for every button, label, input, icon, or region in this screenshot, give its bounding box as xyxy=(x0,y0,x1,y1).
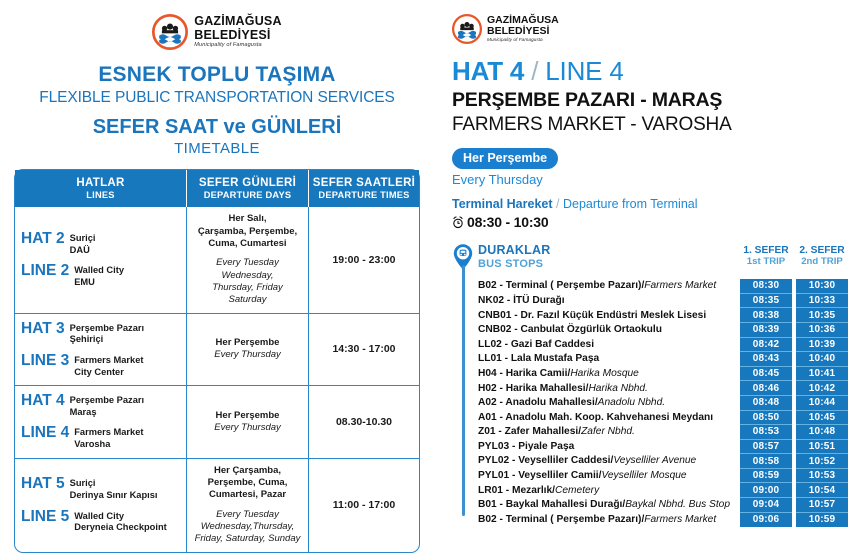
stops-header-en: BUS STOPS xyxy=(478,257,544,270)
line-endpoints: Suriçi DAÜ xyxy=(69,233,96,255)
stop-trip-1-time: 08:39 xyxy=(740,323,792,338)
stop-trip-1-time: 08:58 xyxy=(740,454,792,469)
municipality-logo xyxy=(14,14,420,50)
departure-times-cell xyxy=(309,459,419,552)
line-code: HAT 2 xyxy=(21,230,65,248)
left-panel-timetable-summary xyxy=(0,0,434,545)
stop-trip-2-time: 10:41 xyxy=(796,367,848,382)
stop-name: LR01 - Mezarlık / Cemetery xyxy=(478,484,600,496)
line-label xyxy=(21,263,182,288)
line-code: LINE 5 xyxy=(21,507,70,525)
stop-trip-2-time: 10:57 xyxy=(796,498,848,513)
departure-label-en: Departure from Terminal xyxy=(562,197,698,212)
line-label xyxy=(21,476,182,501)
stop-trip-1-time: 08:57 xyxy=(740,440,792,455)
column-header-lines: HATLAR LINES xyxy=(15,170,187,207)
table-row xyxy=(15,207,419,312)
logo-line-1: GAZİMAĞUSA xyxy=(487,13,559,26)
departure-times-value: 08.30-10.30 xyxy=(335,415,393,428)
stop-trip-1-time: 08:59 xyxy=(740,469,792,484)
departure-days-en: Every Tuesday Wednesday, Thursday, Friday Saturday xyxy=(212,257,283,306)
line-cell xyxy=(15,314,187,385)
stop-name: B02 - Terminal ( Perşembe Pazarı) / Farmers Market xyxy=(478,513,717,525)
departure-days-tr: Her Perşembe xyxy=(215,409,280,421)
line-endpoints: Farmers Market City Center xyxy=(74,354,144,377)
stop-name: PYL03 - Piyale Paşa xyxy=(478,440,575,452)
stops-table-header xyxy=(452,243,848,276)
table-row xyxy=(15,458,419,552)
line-endpoints: Perşembe Pazarı Maraş xyxy=(69,395,145,417)
line-endpoints: Perşembe Pazarı Şehiriçi xyxy=(69,322,145,345)
stop-trip-2-time: 10:35 xyxy=(796,308,848,323)
municipality-logo-right xyxy=(452,14,848,44)
departure-days-tr: Her Çarşamba, Perşembe, Cuma, Cumartesi, Pazar xyxy=(207,464,288,501)
stop-row xyxy=(452,294,848,309)
line-label xyxy=(21,393,182,418)
stop-name: NK02 - İTÜ Durağı xyxy=(478,294,565,306)
stop-name: Z01 - Zafer Mahallesi / Zafer Nbhd. xyxy=(478,426,635,438)
logo-line-3: Municipality of Famagusta xyxy=(194,41,262,48)
line-code: LINE 4 xyxy=(21,424,70,442)
stop-row xyxy=(452,308,848,323)
trip-2-header: 2. SEFER 2nd TRIP xyxy=(799,245,845,268)
departure-days-en: Every Tuesday Wednesday,Thursday, Friday, Saturday, Sunday xyxy=(194,508,301,545)
right-panel-line-4-detail xyxy=(434,0,860,526)
departure-days-cell xyxy=(187,386,309,457)
stop-name: CNB01 - Dr. Fazıl Küçük Endüstri Meslek Lisesi xyxy=(478,309,707,321)
stop-trip-2-time: 10:53 xyxy=(796,469,848,484)
departure-times-cell xyxy=(309,207,419,312)
stop-name: A01 - Anadolu Mah. Koop. Kahvehanesi Meydanı xyxy=(478,411,714,423)
stop-name: B02 - Terminal ( Perşembe Pazarı) / Farmers Market xyxy=(478,280,717,292)
departure-label-tr: Terminal Hareket xyxy=(452,197,553,212)
stop-name: CNB02 - Canbulat Özgürlük Ortaokulu xyxy=(478,324,662,336)
line-code: HAT 3 xyxy=(21,319,65,337)
route-name-tr: PERŞEMBE PAZARI - MARAŞ xyxy=(452,89,723,112)
line-number-tr: HAT 4 xyxy=(452,56,525,86)
trip-1-header: 1. SEFER 1st TRIP xyxy=(743,245,789,268)
departure-label-separator: / xyxy=(556,197,560,212)
departure-days-cell xyxy=(187,459,309,552)
stop-row xyxy=(452,454,848,469)
poster-subtitle-en: TIMETABLE xyxy=(174,140,260,157)
stop-row xyxy=(452,381,848,396)
frequency-badge-en: Every Thursday xyxy=(452,172,543,188)
line-number-heading xyxy=(452,57,848,85)
stop-trip-2-time: 10:48 xyxy=(796,425,848,440)
stop-trip-2-time: 10:54 xyxy=(796,483,848,498)
poster-title-en: FLEXIBLE PUBLIC TRANSPORTATION SERVICES xyxy=(39,89,395,106)
stop-row xyxy=(452,483,848,498)
departure-days-tr: Her Salı, Çarşamba, Perşembe, Cuma, Cumartesi xyxy=(197,213,298,249)
line-endpoints: Walled City Deryneia Checkpoint xyxy=(74,510,167,533)
logo-line-2: BELEDİYESİ xyxy=(194,27,271,42)
line-code: LINE 2 xyxy=(21,262,70,280)
logo-line-2: BELEDİYESİ xyxy=(487,25,550,37)
stops-header-tr: DURAKLAR xyxy=(478,243,551,258)
stop-trip-1-time: 09:04 xyxy=(740,498,792,513)
logo-line-3: Municipality of Famagusta xyxy=(487,38,543,44)
stop-trip-1-time: 08:45 xyxy=(740,367,792,382)
stop-name: LL02 - Gazi Baf Caddesi xyxy=(478,338,595,350)
trip-column-headers xyxy=(740,243,848,267)
lines-table-body xyxy=(15,207,419,551)
stop-trip-2-time: 10:33 xyxy=(796,294,848,309)
famagusta-municipality-seal-icon xyxy=(452,14,482,44)
departure-times-value: 19:00 - 23:00 xyxy=(332,253,396,266)
logo-line-1: GAZİMAĞUSA xyxy=(194,14,282,29)
stop-trip-1-time: 08:48 xyxy=(740,396,792,411)
bus-stop-pin-icon xyxy=(452,243,478,276)
line-label xyxy=(21,425,182,450)
stop-row xyxy=(452,411,848,426)
stop-trip-2-time: 10:45 xyxy=(796,411,848,426)
lines-table-header xyxy=(15,170,419,207)
stop-row xyxy=(452,513,848,528)
stop-name: PYL01 - Veyselliler Camii / Veyselliler Mosque xyxy=(478,470,687,482)
stop-name: A02 - Anadolu Mahallesi / Anadolu Nbhd. xyxy=(478,397,666,409)
column-header-departure-times: SEFER SAATLERİ DEPARTURE TIMES xyxy=(312,177,416,200)
departure-days-cell xyxy=(187,207,309,312)
line-label xyxy=(21,353,182,378)
stop-trip-2-time: 10:42 xyxy=(796,381,848,396)
line-endpoints: Suriçi Derinya Sınır Kapısı xyxy=(69,478,158,500)
stop-trip-1-time: 08:53 xyxy=(740,425,792,440)
stop-name: H04 - Harika Camii / Harika Mosque xyxy=(478,367,639,379)
stop-trip-1-time: 08:30 xyxy=(740,279,792,294)
stop-trip-2-time: 10:40 xyxy=(796,352,848,367)
stop-row xyxy=(452,352,848,367)
departure-from-terminal-label xyxy=(452,197,848,212)
stop-trip-1-time: 08:46 xyxy=(740,381,792,396)
line-cell xyxy=(15,459,187,552)
line-label xyxy=(21,509,182,534)
poster-title-tr: ESNEK TOPLU TAŞIMA xyxy=(98,63,336,86)
stop-trip-1-time: 08:42 xyxy=(740,338,792,353)
stop-trip-2-time: 10:52 xyxy=(796,454,848,469)
line-code: HAT 4 xyxy=(21,392,65,410)
route-name-en: FARMERS MARKET - VAROSHA xyxy=(452,113,732,135)
stops-list xyxy=(452,279,848,527)
departure-days-cell xyxy=(187,314,309,385)
stop-trip-2-time: 10:39 xyxy=(796,338,848,353)
stop-row xyxy=(452,425,848,440)
line-number-separator: / xyxy=(531,56,539,86)
stop-trip-2-time: 10:30 xyxy=(796,279,848,294)
departure-days-en: Every Thursday xyxy=(214,349,281,361)
stop-trip-2-time: 10:59 xyxy=(796,513,848,528)
departure-times-value: 14:30 - 17:00 xyxy=(332,343,396,356)
stop-name: H02 - Harika Mahallesi / Harika Nbhd. xyxy=(478,382,648,394)
line-code: HAT 5 xyxy=(21,475,65,493)
stop-trip-2-time: 10:44 xyxy=(796,396,848,411)
line-endpoints: Farmers Market Varosha xyxy=(74,427,144,449)
departure-times-value: 11:00 - 17:00 xyxy=(332,499,396,512)
stop-row xyxy=(452,367,848,382)
stop-name: PYL02 - Veyselliler Caddesi / Veyselliler Avenue xyxy=(478,455,697,467)
poster-subtitle-tr: SEFER SAAT ve GÜNLERİ xyxy=(92,116,342,138)
frequency-badge: Her Perşembe xyxy=(452,148,558,169)
stop-row xyxy=(452,440,848,455)
alarm-clock-icon xyxy=(452,216,464,229)
stop-trip-1-time: 08:43 xyxy=(740,352,792,367)
line-label xyxy=(21,231,182,256)
lines-table xyxy=(14,169,420,553)
stop-trip-1-time: 09:00 xyxy=(740,483,792,498)
stop-row xyxy=(452,338,848,353)
line-label xyxy=(21,321,182,346)
stop-trip-1-time: 08:50 xyxy=(740,411,792,426)
line-code: LINE 3 xyxy=(21,351,70,369)
departure-times-cell xyxy=(309,386,419,457)
stop-name: LL01 - Lala Mustafa Paşa xyxy=(478,353,600,365)
stop-trip-1-time: 08:38 xyxy=(740,308,792,323)
stop-row xyxy=(452,469,848,484)
stop-row xyxy=(452,498,848,513)
departure-time-range: 08:30 - 10:30 xyxy=(467,214,549,231)
line-number-en: LINE 4 xyxy=(545,56,624,86)
departure-days-tr: Her Perşembe xyxy=(215,337,280,349)
stop-trip-1-time: 08:35 xyxy=(740,294,792,309)
famagusta-municipality-seal-icon xyxy=(152,14,188,50)
table-row xyxy=(15,313,419,385)
stop-row xyxy=(452,279,848,294)
table-row xyxy=(15,385,419,457)
stop-trip-2-time: 10:36 xyxy=(796,323,848,338)
stops-header-labels xyxy=(478,243,740,270)
line-cell xyxy=(15,207,187,312)
departure-time-range-row xyxy=(452,214,848,230)
stop-trip-1-time: 09:06 xyxy=(740,513,792,528)
stop-row xyxy=(452,396,848,411)
departure-times-cell xyxy=(309,314,419,385)
stop-trip-2-time: 10:51 xyxy=(796,440,848,455)
line-endpoints: Walled City EMU xyxy=(74,265,124,288)
line-cell xyxy=(15,386,187,457)
column-header-departure-days: SEFER GÜNLERİ DEPARTURE DAYS xyxy=(187,170,309,207)
stop-row xyxy=(452,323,848,338)
stop-name: B01 - Baykal Mahallesi Durağı / Baykal Nbhd. Bus Stop xyxy=(478,499,730,511)
departure-days-en: Every Thursday xyxy=(214,421,281,433)
